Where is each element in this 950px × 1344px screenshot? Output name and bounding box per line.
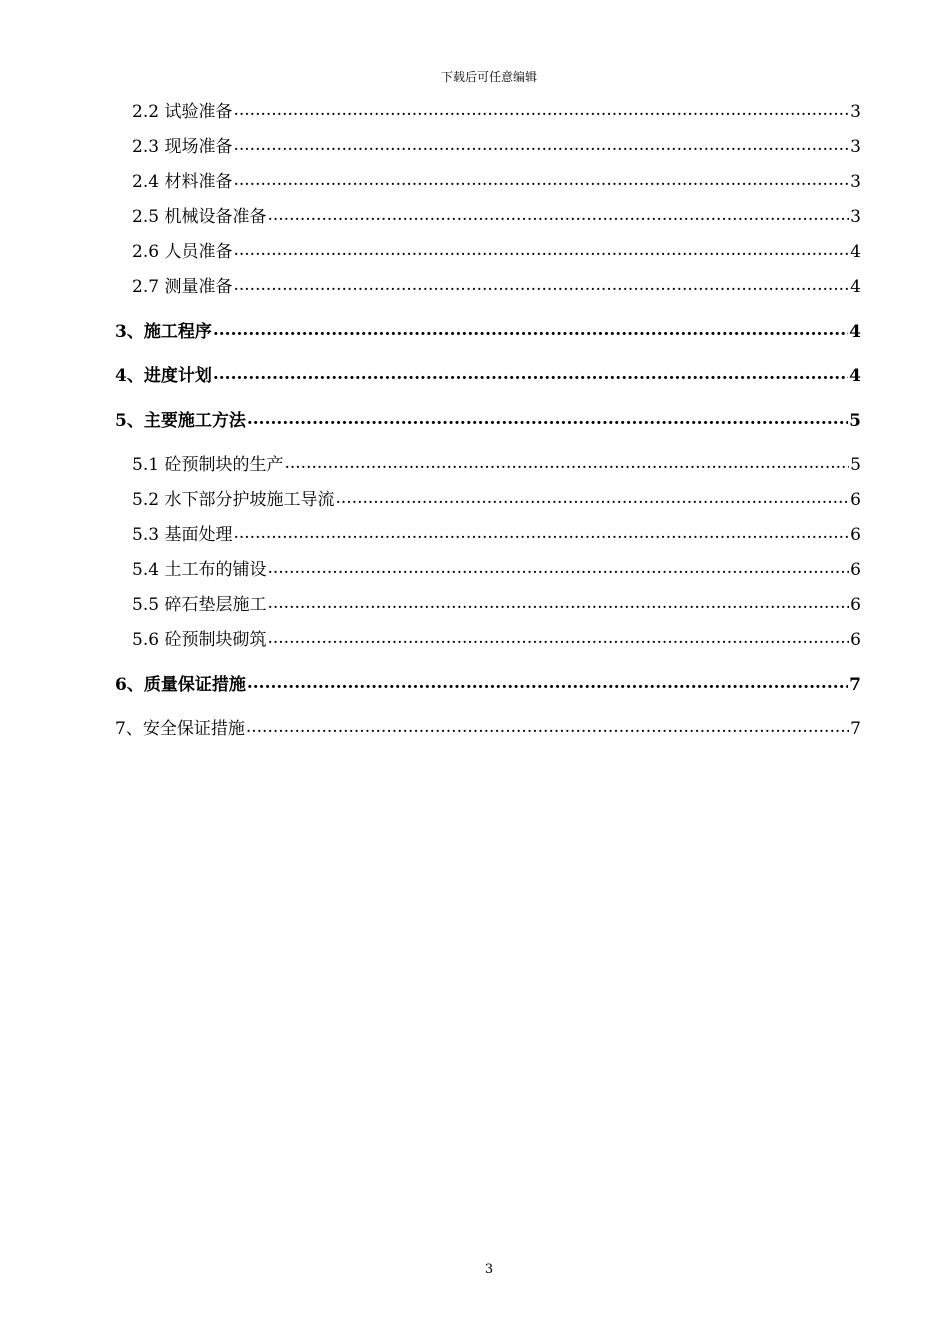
toc-entry-label: 5.2 水下部分护坡施工导流 xyxy=(132,490,335,510)
toc-dot-leader xyxy=(233,274,849,296)
toc-entry[interactable] xyxy=(115,410,861,432)
toc-entry-page: 6 xyxy=(850,630,861,650)
toc-dot-leader xyxy=(233,134,849,156)
toc-entry-label: 5.1 砼预制块的生产 xyxy=(132,455,284,475)
toc-entry[interactable] xyxy=(132,524,861,546)
toc-entry-page: 6 xyxy=(850,595,861,615)
toc-entry-label: 2.4 材料准备 xyxy=(132,172,233,192)
toc-entry[interactable] xyxy=(132,629,861,651)
toc-dot-leader xyxy=(247,672,848,694)
toc-dot-leader xyxy=(267,204,849,226)
toc-entry[interactable] xyxy=(132,136,861,158)
page-header: 下载后可任意编辑 xyxy=(440,70,537,84)
toc-entry-label: 5.4 土工布的铺设 xyxy=(132,560,267,580)
toc-entry[interactable] xyxy=(132,489,861,511)
toc-dot-leader xyxy=(335,487,849,509)
toc-entry-page: 3 xyxy=(850,137,861,157)
toc-entry[interactable] xyxy=(132,276,861,298)
toc-entry-page: 3 xyxy=(850,102,861,122)
toc-entry-label: 7、安全保证措施 xyxy=(115,719,245,739)
toc-entry-label: 5.6 砼预制块砌筑 xyxy=(132,630,267,650)
toc-entry-label: 4、进度计划 xyxy=(115,366,212,386)
toc-entry[interactable] xyxy=(115,321,861,343)
toc-entry-label: 2.2 试验准备 xyxy=(132,102,233,122)
toc-entry-page: 5 xyxy=(849,411,861,431)
toc-entry-page: 4 xyxy=(849,322,861,342)
toc-entry-label: 5.5 碎石垫层施工 xyxy=(132,595,267,615)
toc-entry[interactable] xyxy=(115,718,861,740)
toc-entry-page: 3 xyxy=(850,172,861,192)
toc-entry-page: 7 xyxy=(850,719,861,739)
toc-entry[interactable] xyxy=(115,365,861,387)
toc-entry-page: 7 xyxy=(849,675,861,695)
toc-entry[interactable] xyxy=(132,206,861,228)
toc-entry-page: 6 xyxy=(850,490,861,510)
toc-entry[interactable] xyxy=(132,241,861,263)
toc-entry[interactable] xyxy=(132,171,861,193)
toc-entry-label: 2.5 机械设备准备 xyxy=(132,207,267,227)
toc-dot-leader xyxy=(247,408,848,430)
toc-entry[interactable] xyxy=(132,454,861,476)
toc-entry-label: 5.3 基面处理 xyxy=(132,525,233,545)
toc-entry-label: 3、施工程序 xyxy=(115,322,212,342)
toc-entry-page: 6 xyxy=(850,560,861,580)
toc-dot-leader xyxy=(267,592,849,614)
toc-entry-page: 4 xyxy=(850,242,861,262)
toc-dot-leader xyxy=(233,169,849,191)
toc-entry-page: 5 xyxy=(850,455,861,475)
toc-entry-page: 4 xyxy=(849,366,861,386)
toc-entry-label: 2.6 人员准备 xyxy=(132,242,233,262)
toc-entry-page: 4 xyxy=(850,277,861,297)
toc-entry[interactable] xyxy=(132,594,861,616)
toc-dot-leader xyxy=(246,716,849,738)
toc-entry-label: 2.3 现场准备 xyxy=(132,137,233,157)
toc-dot-leader xyxy=(267,627,849,649)
toc-dot-leader xyxy=(233,99,849,121)
toc-dot-leader xyxy=(284,452,849,474)
toc-dot-leader xyxy=(233,522,849,544)
toc-entry[interactable] xyxy=(115,674,861,696)
toc-entry-label: 5、主要施工方法 xyxy=(115,411,246,431)
toc-entry-page: 3 xyxy=(850,207,861,227)
toc-dot-leader xyxy=(233,239,849,261)
toc-entry-label: 6、质量保证措施 xyxy=(115,675,246,695)
toc-entry[interactable] xyxy=(132,559,861,581)
page-number: 3 xyxy=(484,1262,494,1277)
toc-dot-leader xyxy=(213,363,848,385)
toc-entry[interactable] xyxy=(132,101,861,123)
toc-dot-leader xyxy=(267,557,849,579)
toc-dot-leader xyxy=(213,319,848,341)
toc-entry-label: 2.7 测量准备 xyxy=(132,277,233,297)
toc-entry-page: 6 xyxy=(850,525,861,545)
